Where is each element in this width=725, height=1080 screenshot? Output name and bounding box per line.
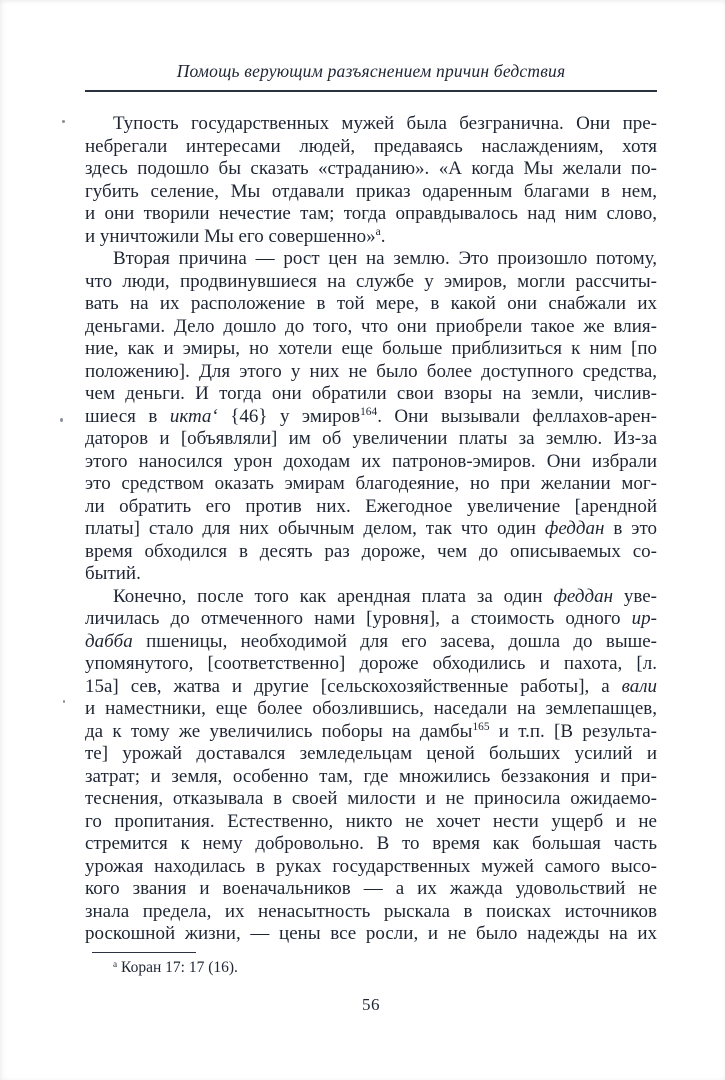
text-segment: и наместники, еще более обозлившись, наседали на землепашцев, (85, 698, 657, 719)
text-line (85, 721, 657, 744)
scan-speck (63, 700, 65, 703)
text-segment: положению]. Для этого у них не было более доступного средства, (85, 360, 657, 382)
text-line (85, 473, 657, 496)
text-line (85, 586, 657, 609)
text-segment: урожая находилась в руках государственных мужей самого высо- (85, 855, 657, 877)
text-line (85, 203, 657, 226)
text-segment: Конечно, после того как арендная плата за один (113, 585, 554, 607)
text-segment: . Они вызывали феллахов-арен- (377, 405, 657, 427)
italic-term: вали (621, 675, 657, 697)
text-line (85, 293, 657, 316)
text-line (85, 833, 657, 856)
text-line (85, 248, 657, 271)
text-segment: даторов и [объявляли] им об увеличении платы за землю. Из-за (85, 428, 657, 449)
footnote-marker: а (113, 959, 118, 970)
text-segment: теснения, отказывала в своей милости и не приносила ожидаемо- (85, 788, 657, 809)
text-line (85, 496, 657, 519)
text-line (85, 361, 657, 384)
text-segment: и они творили нечестие там; тогда оправдывалось над ним слово, (85, 203, 657, 224)
text-line (85, 856, 657, 879)
text-line (85, 136, 657, 159)
text-line (85, 901, 657, 924)
text-line (85, 653, 657, 676)
text-segment: время обходился в десять раз дороже, чем до описываемых со- (85, 540, 657, 562)
paragraph (85, 586, 657, 946)
paragraph (85, 248, 657, 586)
text-line (85, 451, 657, 474)
text-line (85, 788, 657, 811)
text-segment: бытий. (85, 563, 141, 584)
footnote-rule (92, 952, 196, 953)
text-line (85, 406, 657, 429)
text-line (85, 226, 657, 249)
italic-term: феддан (553, 585, 614, 607)
text-segment: {46} у эмиров (217, 405, 361, 427)
text-line (85, 383, 657, 406)
text-segment: деньгами. Дело дошло до того, что они приобрели такое же влия- (85, 315, 657, 337)
text-line (85, 676, 657, 699)
text-segment: вать на их расположение в той мере, в какой они снабжали их (85, 293, 657, 314)
text-line (85, 743, 657, 766)
footnote (85, 958, 657, 978)
text-segment: шиеся в (85, 405, 170, 427)
text-line (85, 563, 657, 586)
footnote-text: Коран 17: 17 (16). (121, 958, 238, 976)
text-line (85, 158, 657, 181)
text-segment: да к тому же увеличились поборы на дамбы (85, 720, 473, 742)
text-segment: 15а] сев, жатва и другие [сельскохозяйственные работы], а (85, 675, 622, 697)
text-segment: ние, как и эмиры, но хотели еще больше приблизиться к ним [по (85, 338, 657, 359)
text-segment: этого наносился урон доходам их патронов-эмиров. Они избрали (85, 450, 657, 472)
text-line (85, 631, 657, 654)
paragraph (85, 113, 657, 248)
italic-term: дабба (85, 630, 133, 652)
text-line (85, 181, 657, 204)
text-segment: знала предела, их ненасытность рыскала в поисках источников (85, 900, 657, 922)
text-segment: губить селение, Мы отдавали приказ одаренным благами в нем, (85, 180, 657, 202)
text-segment: пшеницы, необходимой для его засева, дошла до выше- (132, 630, 657, 652)
footnote-reference: 165 (472, 721, 490, 734)
text-line (85, 271, 657, 294)
text-line (85, 698, 657, 721)
text-segment: го пропитания. Естественно, никто не хочет нести ущерб и не (85, 810, 657, 832)
text-line (85, 878, 657, 901)
text-segment: кого звания и военачальников — а их жажда удовольствий не (85, 878, 657, 899)
text-line (85, 811, 657, 834)
text-segment: это средством оказать эмирам благодеяние, но при желании мог- (85, 473, 657, 494)
text-segment: и т.п. [В результа- (489, 720, 657, 742)
italic-term: феддан (544, 518, 605, 539)
text-line (85, 923, 657, 946)
text-segment: чем деньги. И тогда они обратили свои взоры на земли, числив- (85, 383, 657, 404)
footnote-reference: 164 (360, 406, 378, 419)
text-segment: в это (604, 518, 657, 539)
italic-term: икта‘ (169, 405, 218, 427)
text-line (85, 113, 657, 136)
text-segment: личилась до отмеченного нами [уровня], а стоимость одного (85, 608, 632, 629)
running-header: Помощь верующим разъяснением причин бедствия (176, 61, 566, 81)
text-segment: затрат; и земля, особенно там, где множились беззакония и при- (85, 765, 657, 787)
scan-speck (60, 418, 63, 422)
text-segment: и уничтожили Мы его совершенно» (85, 225, 376, 247)
text-line (85, 766, 657, 789)
footnote-reference: а (375, 226, 381, 239)
text-line (85, 428, 657, 451)
text-segment: . (380, 225, 386, 247)
text-segment: те] урожай доставался земледельцам ценой больших усилий и (85, 743, 657, 764)
text-segment: упомянутого, [соответственно] дороже обходились и пахота, [л. (85, 653, 657, 674)
text-segment: ли обратить его против них. Ежегодное увеличение [арендной (85, 495, 657, 517)
text-segment: роскошной жизни, — цены все росли, и не было надежды на их (85, 923, 657, 944)
text-segment: платы] стало для них обычным делом, так что один (85, 518, 545, 539)
text-line (85, 518, 657, 541)
text-segment: Тупость государственных мужей была безгранична. Они пре- (113, 113, 657, 134)
text-segment: здесь подошло бы сказать «страданию». «А когда Мы желали по- (85, 158, 657, 179)
italic-term: ир- (631, 608, 657, 629)
page-body (85, 113, 657, 946)
text-segment: уве- (613, 585, 657, 607)
text-column (85, 60, 657, 1015)
text-line (85, 608, 657, 631)
text-line (85, 338, 657, 361)
header-rule (85, 90, 657, 92)
page-number: 56 (362, 994, 380, 1014)
text-line (85, 316, 657, 339)
text-segment: стремится к нему добровольно. В то время как большая часть (85, 833, 657, 854)
text-line (85, 541, 657, 564)
text-segment: что люди, продвинувшиеся на службе у эмиров, могли рассчиты- (85, 270, 657, 292)
scan-speck (62, 120, 65, 123)
text-segment: небрегали интересами людей, предаваясь наслаждениям, хотя (85, 135, 657, 157)
text-segment: Вторая причина — рост цен на землю. Это произошло потому, (113, 248, 657, 269)
